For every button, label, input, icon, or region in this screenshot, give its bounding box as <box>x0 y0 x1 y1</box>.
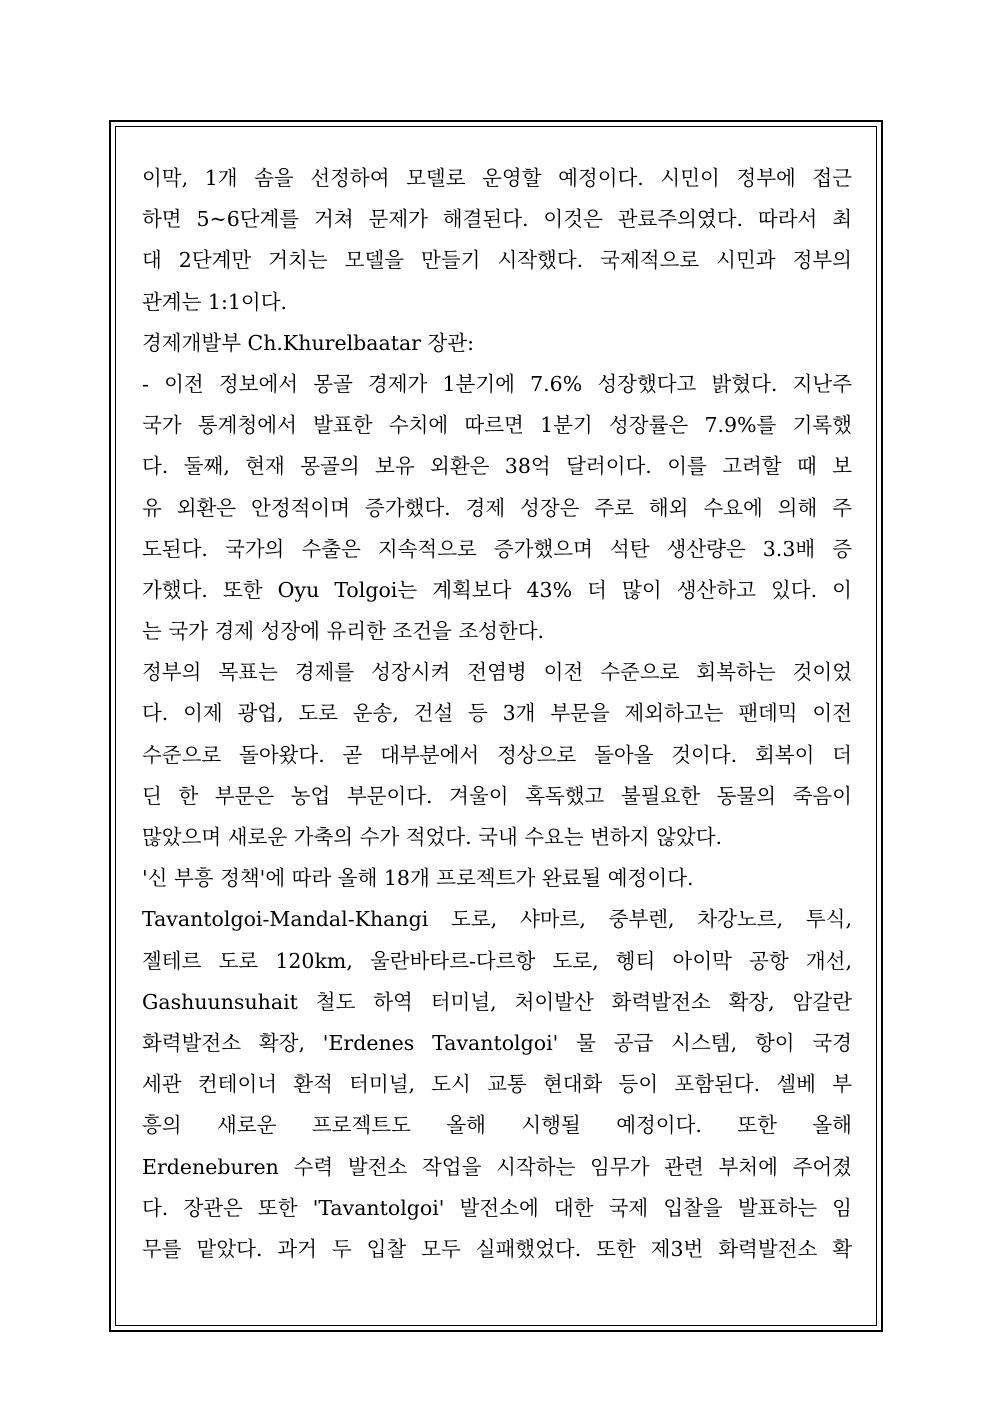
text-line: 가했다. 또한 Oyu Tolgoi는 계획보다 43% 더 많이 생산하고 있다. 이 <box>142 577 852 602</box>
text-line: 많았으며 새로운 가축의 수가 적었다. 국내 수요는 변하지 않았다. <box>142 825 723 849</box>
text-line: 세관 컨테이너 환적 터미널, 도시 교통 현대화 등이 포함된다. 셀베 부 <box>142 1072 852 1097</box>
text-line: 국가 통계청에서 발표한 수치에 따르면 1분기 성장률은 7.9%를 기록했 <box>142 413 852 438</box>
text-line: 정부의 목표는 경제를 성장시켜 전염병 이전 수준으로 회복하는 것이었 <box>142 660 852 685</box>
text-line: 다. 장관은 또한 'Tavantolgoi' 발전소에 대한 국제 입찰을 발표하는 임 <box>142 1195 852 1220</box>
text-line: 하면 5~6단계를 거쳐 문제가 해결된다. 이것은 관료주의였다. 따라서 최 <box>142 207 852 232</box>
document-body <box>142 158 852 1270</box>
text-line: '신 부흥 정책'에 따라 올해 18개 프로젝트가 완료될 예정이다. <box>142 866 694 891</box>
text-line: 무를 맡았다. 과거 두 입찰 모두 실패했었다. 또한 제3번 화력발전소 확 <box>142 1236 852 1261</box>
text-line: 는 국가 경제 성장에 유리한 조건을 조성한다. <box>142 619 545 644</box>
text-line: 관계는 1:1이다. <box>142 289 288 314</box>
text-line: 경제개발부 Ch.Khurelbaatar 장관: <box>142 330 474 355</box>
text-line: - 이전 정보에서 몽골 경제가 1분기에 7.6% 성장했다고 밝혔다. 지난주 <box>142 371 852 396</box>
text-line: 대 2단계만 거치는 모델을 만들기 시작했다. 국제적으로 시민과 정부의 <box>142 248 852 273</box>
text-line: 흥의 새로운 프로젝트도 올해 시행될 예정이다. 또한 올해 <box>142 1113 852 1138</box>
text-line: 다. 이제 광업, 도로 운송, 건설 등 3개 부문을 제외하고는 팬데믹 이전 <box>142 701 852 726</box>
text-line: 도된다. 국가의 수출은 지속적으로 증가했으며 석탄 생산량은 3.3배 증 <box>142 536 852 561</box>
text-line: 딘 한 부문은 농업 부문이다. 겨울이 혹독했고 불필요한 동물의 죽음이 <box>142 783 852 808</box>
text-line: 다. 둘째, 현재 몽골의 보유 외환은 38억 달러이다. 이를 고려할 때 보 <box>142 454 852 479</box>
text-line: Tavantolgoi-Mandal-Khangi 도로, 샤마르, 중부렌, 차강노르, 투식, <box>142 907 852 932</box>
text-line: 유 외환은 안정적이며 증가했다. 경제 성장은 주로 해외 수요에 의해 주 <box>142 495 852 520</box>
text-line: 젤테르 도로 120km, 울란바타르-다르항 도로, 헹티 아이막 공항 개선, <box>142 948 852 973</box>
text-line: 이막, 1개 솜을 선정하여 모델로 운영할 예정이다. 시민이 정부에 접근 <box>142 166 852 190</box>
text-line: Gashuunsuhait 철도 하역 터미널, 처이발산 화력발전소 확장, 암갈란 <box>142 989 852 1014</box>
text-line: Erdeneburen 수력 발전소 작업을 시작하는 임무가 관련 부처에 주어졌 <box>142 1154 852 1179</box>
text-line: 화력발전소 확장, 'Erdenes Tavantolgoi' 물 공급 시스템, 항이 국경 <box>142 1030 852 1055</box>
text-line: 수준으로 돌아왔다. 곧 대부분에서 정상으로 돌아올 것이다. 회복이 더 <box>142 742 852 767</box>
